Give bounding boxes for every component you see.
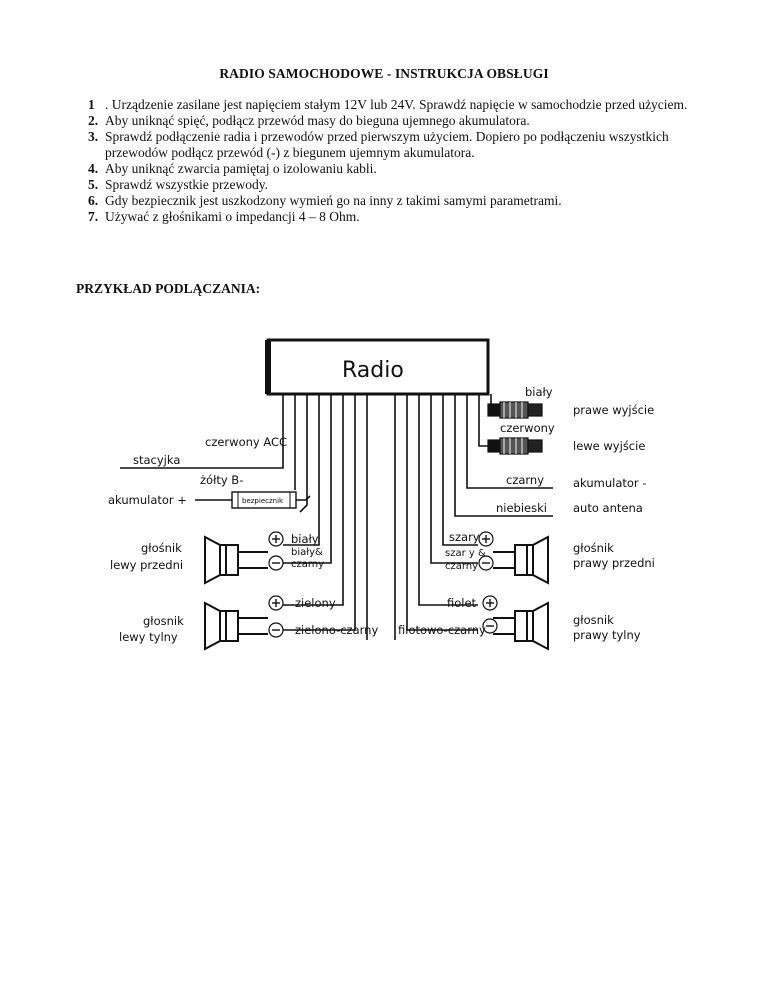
- wire-red: [479, 394, 488, 446]
- label-right-out: prawe wyjście: [573, 403, 655, 417]
- wire-yellow: [300, 394, 307, 512]
- step-number: 4.: [88, 161, 99, 176]
- label-black: czarny: [506, 473, 545, 487]
- step-number: 7.: [88, 209, 99, 224]
- step-text: Aby uniknąć spięć, podłącz przewód masy do bieguna ujemnego akumulatora.: [105, 113, 530, 128]
- fuse: [232, 492, 296, 508]
- label-violet-black: filotowo-czarny: [398, 623, 486, 637]
- label-white-black: czarny: [291, 559, 325, 570]
- label-front-right-speaker: głośnik: [573, 541, 614, 555]
- rca-connector-right: [488, 402, 542, 418]
- radio-label: Radio: [342, 358, 404, 383]
- section-heading: PRZYKŁAD PODLĄCZANIA:: [76, 281, 261, 296]
- step-text: Aby uniknąć zwarcia pamiętaj o izolowaniu kabli.: [105, 161, 377, 176]
- label-battery-minus: akumulator -: [573, 476, 647, 490]
- fuse-label: bezpiecznik: [242, 497, 284, 505]
- label-auto-antenna: auto antena: [573, 501, 643, 515]
- label-left-out: lewe wyjście: [573, 439, 646, 453]
- label-gray-black: szar y &: [445, 548, 486, 559]
- label-white: biały: [291, 532, 319, 546]
- step-text: Gdy bezpiecznik jest uszkodzony wymień go na inny z takimi samymi parametrami.: [105, 193, 562, 208]
- label-blue: niebieski: [496, 501, 547, 515]
- label-violet: fiolet: [447, 596, 477, 610]
- step-text: . Urządzenie zasilane jest napięciem stałym 12V lub 24V. Sprawdź napięcie w samochodzie przed użyciem.: [105, 97, 688, 112]
- label-front-right-speaker: prawy przedni: [573, 556, 655, 570]
- label-green: zielony: [295, 596, 336, 610]
- rca-connector-left: [488, 438, 542, 454]
- label-green-black: zielono-czarny: [295, 623, 379, 637]
- step-number: 5.: [88, 177, 99, 192]
- label-front-left-speaker: lewy przedni: [110, 558, 184, 572]
- speaker-front-left-icon: [205, 537, 238, 583]
- label-white-right: biały: [525, 385, 553, 399]
- step-number: 2.: [88, 113, 99, 128]
- label-gray: szary: [449, 530, 480, 544]
- label-rear-right-speaker: prawy tylny: [573, 628, 641, 642]
- label-rear-right-speaker: głosnik: [573, 613, 614, 627]
- label-front-left-speaker: głośnik: [141, 541, 182, 555]
- wire-violet: [419, 394, 478, 605]
- step-text: Sprawdź wszystkie przewody.: [105, 177, 268, 192]
- label-gray-black: czarny: [445, 561, 479, 572]
- wire-white: [283, 394, 319, 545]
- step-number: 3.: [88, 129, 99, 144]
- step-text: Sprawdź podłączenie radia i przewodów przed pierwszym użyciem. Dopiero po podłączeniu wszystkich przewodów podłącz przewód (-) z biegunem ujemnym akumulatora.: [105, 129, 669, 160]
- label-yellow-b: żółty B-: [200, 473, 244, 487]
- step-number: 1: [88, 97, 95, 112]
- speaker-rear-right-icon: [515, 603, 548, 649]
- document-title: RADIO SAMOCHODOWE - INSTRUKCJA OBSŁUGI: [219, 66, 549, 81]
- wire-gray: [443, 394, 478, 545]
- label-red-acc: czerwony ACC: [205, 435, 288, 449]
- label-ignition: stacyjka: [133, 453, 181, 467]
- label-rear-left-speaker: lewy tylny: [119, 630, 178, 644]
- label-red-right: czerwony: [500, 421, 555, 435]
- step-text: Używać z głośnikami o impedancji 4 – 8 Ohm.: [105, 209, 360, 224]
- speaker-rear-left-icon: [205, 603, 238, 649]
- speaker-front-right-icon: [515, 537, 548, 583]
- label-rear-left-speaker: głosnik: [143, 614, 184, 628]
- label-white-black: biały&: [291, 547, 323, 558]
- step-number: 6.: [88, 193, 99, 208]
- label-battery-plus: akumulator +: [108, 493, 187, 507]
